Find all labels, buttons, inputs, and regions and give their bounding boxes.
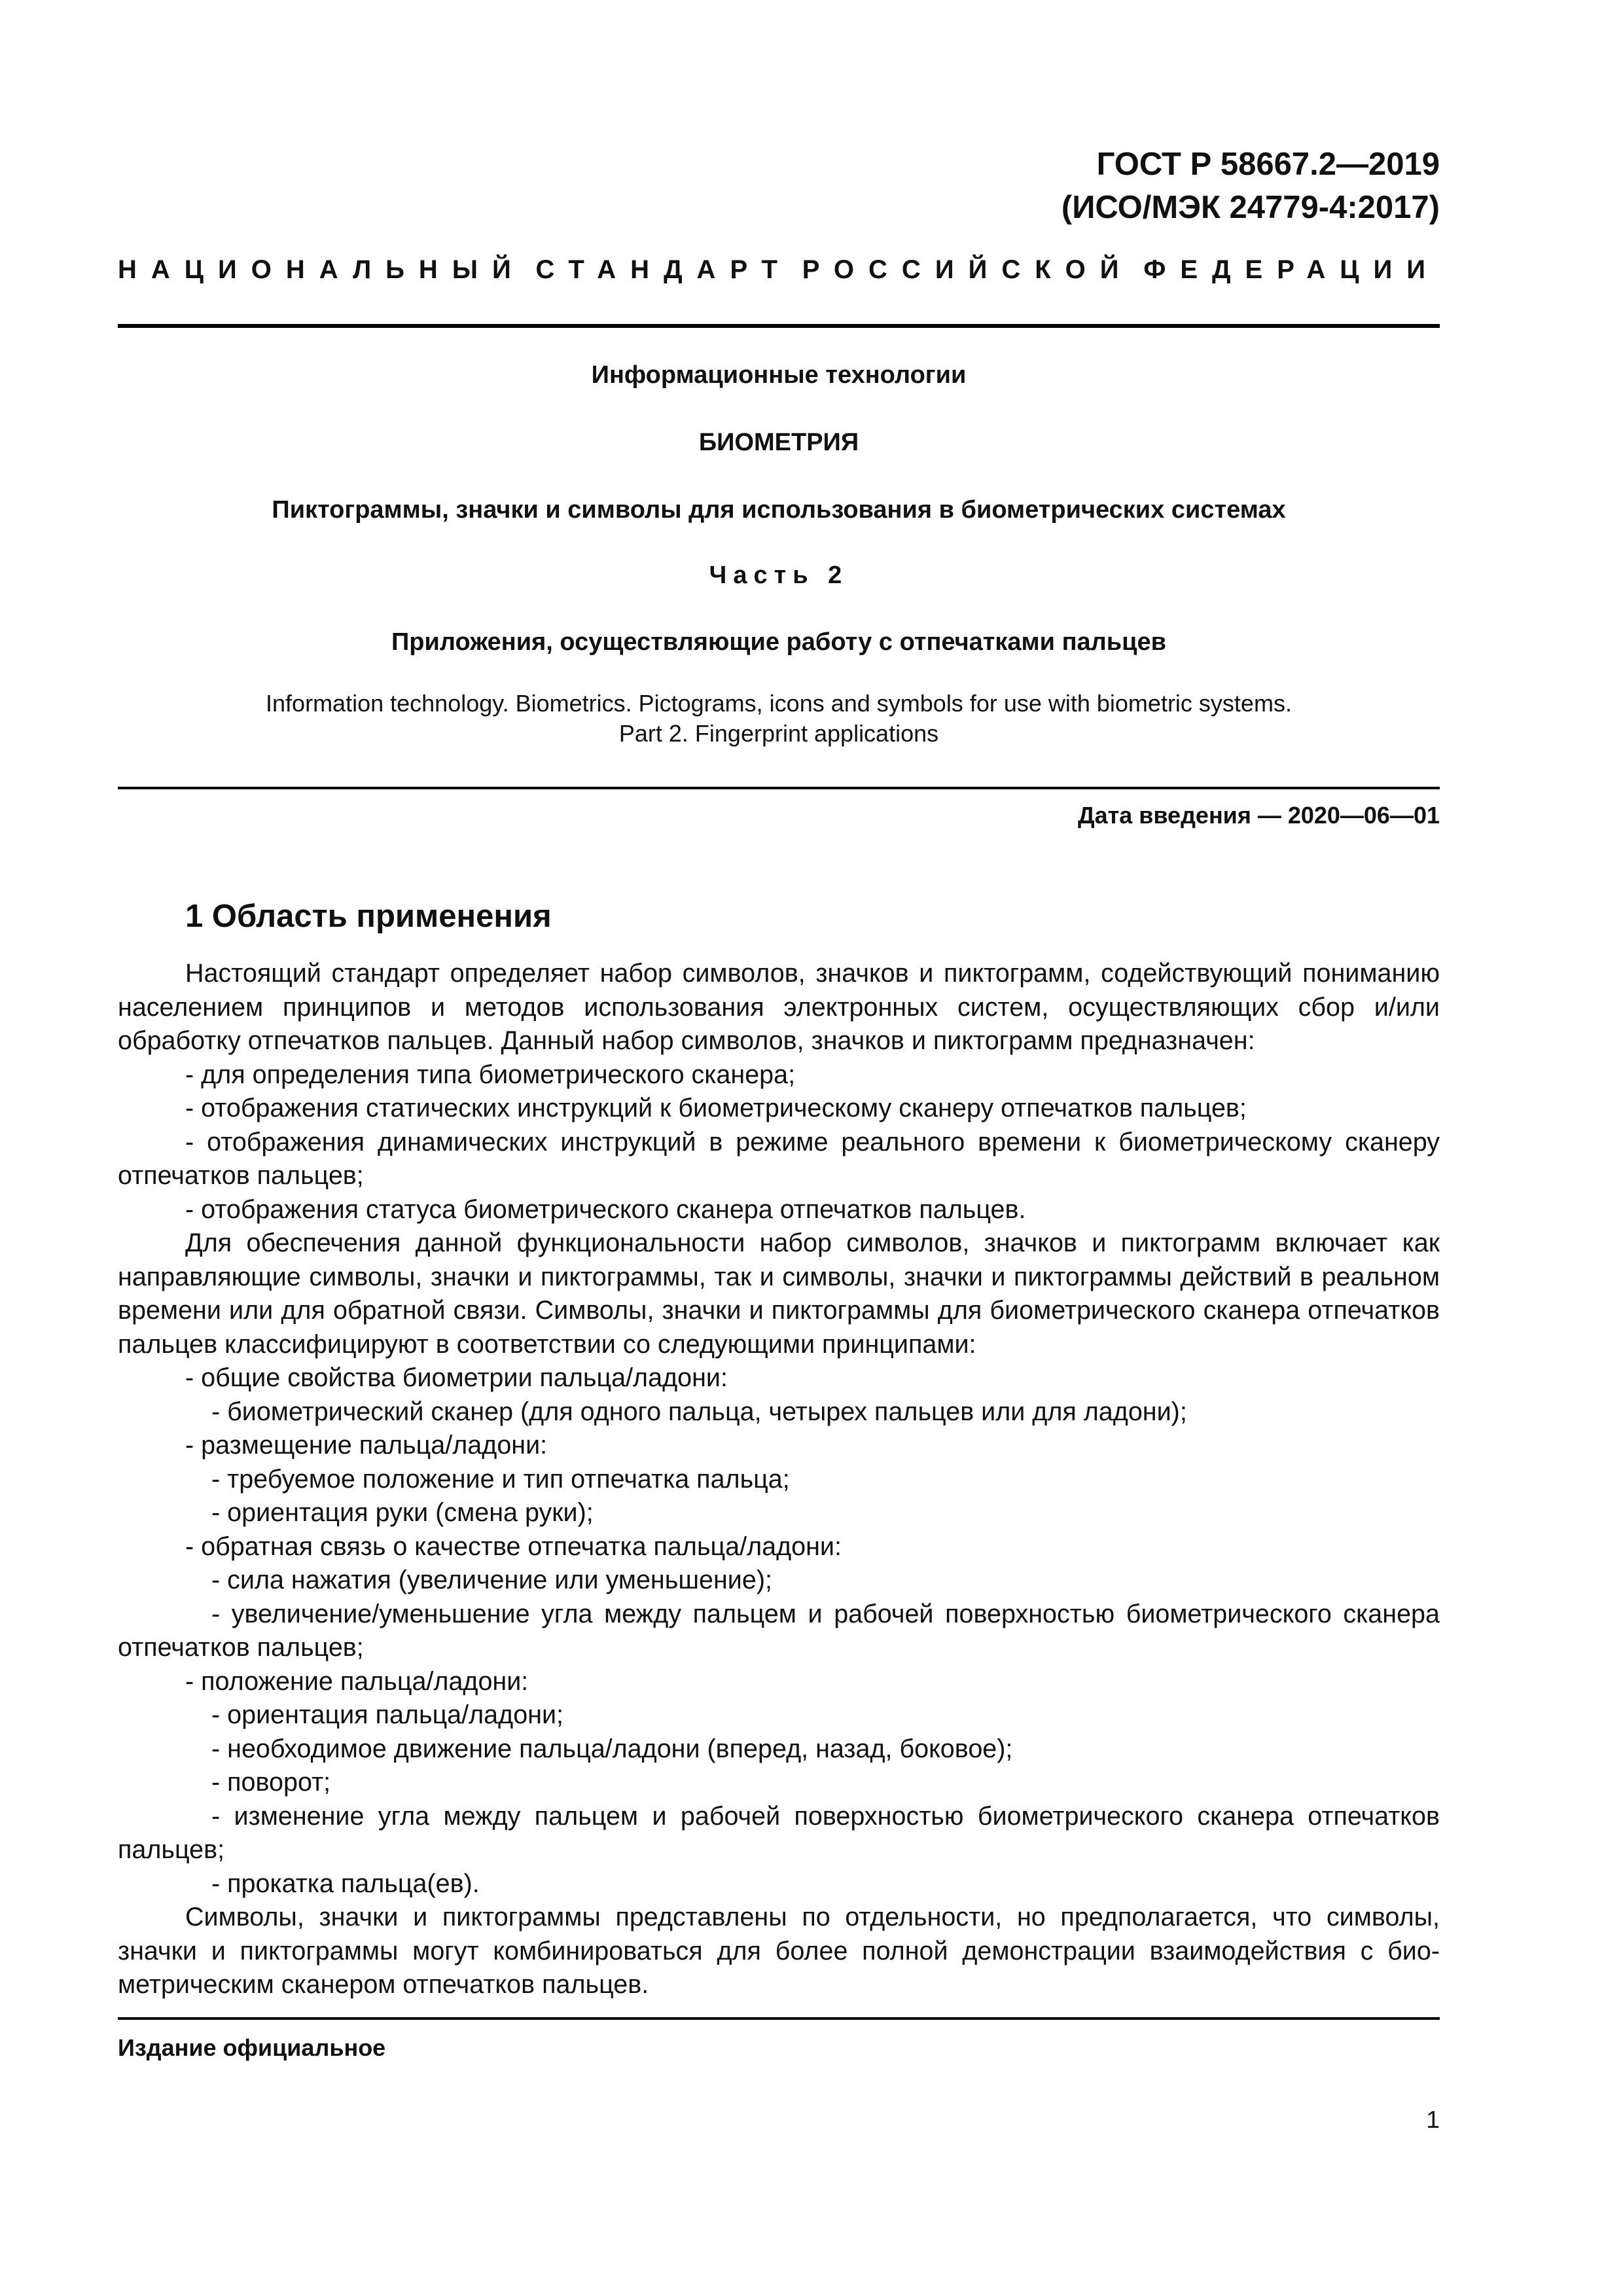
- title-subject: Пиктограммы, значки и символы для использования в биометрических системах: [272, 496, 1286, 524]
- standard-number: [654, 143, 1440, 229]
- english-title: [118, 689, 1440, 749]
- divider-top: [118, 324, 1440, 328]
- sub-list-item: - прокатка пальца(ев).: [211, 1869, 480, 1898]
- title-part-name: Приложения, осуществляющие работу с отпечатками пальцев: [391, 628, 1167, 656]
- list-item: - для определения типа биометрического сканера;: [185, 1060, 796, 1089]
- title-part: Часть 2: [709, 562, 849, 589]
- national-title-word: РОССИЙСКОЙ: [802, 255, 1133, 284]
- sub-list-item: - изменение угла между пальцем и рабочей поверхностью биометрического сканера отпечатков пальцев;: [118, 1801, 1440, 1864]
- english-title-line: Part 2. Fingerprint applications: [618, 720, 939, 747]
- sub-list-item: - ориентация руки (смена руки);: [211, 1498, 594, 1527]
- introduction-date: Дата введения — 2020—06—01: [1077, 802, 1440, 829]
- title-topic: БИОМЕТРИЯ: [698, 429, 859, 456]
- paragraph: Настоящий стандарт определяет набор символов, значков и пиктограмм, содействующий пониманию населением принципов и методов использования электронных систем, осуществляющих сбор и/или обработку отпечатков пальцев. Данный набор символов, значков и пиктограмм предназначен:: [118, 959, 1440, 1055]
- national-title-word: НАЦИОНАЛЬНЫЙ: [118, 255, 526, 284]
- list-item: - размещение пальца/ладони:: [185, 1431, 548, 1460]
- sub-list-item: - сила нажатия (увеличение или уменьшение);: [211, 1566, 772, 1594]
- english-title-line: Information technology. Biometrics. Pictograms, icons and symbols for use with biometric systems.: [266, 690, 1292, 717]
- standard-number-iso: (ИСО/МЭК 24779-4:2017): [1061, 190, 1440, 225]
- national-title-word: СТАНДАРТ: [535, 255, 793, 284]
- list-item: - отображения динамических инструкций в режиме реального времени к биометрическому сканеру отпечатков пальцев;: [118, 1127, 1440, 1190]
- title-field: Информационные технологии: [591, 361, 967, 389]
- divider-footer: [118, 2017, 1440, 2020]
- standard-number-gost: ГОСТ Р 58667.2—2019: [1096, 147, 1440, 182]
- divider-middle: [118, 787, 1440, 789]
- sub-list-item: - поворот;: [211, 1768, 331, 1797]
- sub-list-item: - ориентация пальца/ладони;: [211, 1700, 564, 1729]
- list-item: - положение пальца/ладони:: [185, 1666, 529, 1696]
- list-item: - отображения статуса биометрического сканера отпечатков пальцев.: [185, 1194, 1026, 1224]
- page-number: 1: [1426, 2106, 1440, 2133]
- section-title: 1 Область применения: [185, 899, 552, 934]
- edition-label: Издание официальное: [118, 2034, 386, 2061]
- section-body: [118, 957, 1440, 2002]
- paragraph: Для обеспечения данной функциональности набор символов, значков и пиктограмм включает как направляющие символы, значки и пиктограммы, так и символы, значки и пиктограммы действий в реальном времени или для обратной связи. Символы, значки и пиктограммы для биометрического сканера отпечатков пальцев классифицируют в соответствии со следующими принципами:: [118, 1229, 1440, 1359]
- paragraph: Символы, значки и пиктограммы представлены по отдельности, но предполагается, что символы, значки и пиктограммы могут комбинироваться для более полной демонстрации взаимодействия с биометрическим сканером отпечатков пальцев.: [118, 1903, 1440, 1999]
- list-item: - обратная связь о качестве отпечатка пальца/ладони:: [185, 1532, 842, 1561]
- list-item: - отображения статических инструкций к биометрическому сканеру отпечатков пальцев;: [185, 1094, 1247, 1122]
- national-standard-title: [118, 255, 1440, 285]
- national-title-word: ФЕДЕРАЦИИ: [1143, 255, 1440, 284]
- sub-list-item: - биометрический сканер (для одного пальца, четырех пальцев или для ладони);: [211, 1397, 1187, 1426]
- sub-list-item: - требуемое положение и тип отпечатка пальца;: [211, 1464, 790, 1494]
- list-item: - общие свойства биометрии пальца/ладони:: [185, 1363, 728, 1392]
- sub-list-item: - необходимое движение пальца/ладони (вперед, назад, боковое);: [211, 1734, 1013, 1763]
- sub-list-item: - увеличение/уменьшение угла между пальцем и рабочей поверхностью биометрического сканера отпечатков пальцев;: [118, 1599, 1440, 1662]
